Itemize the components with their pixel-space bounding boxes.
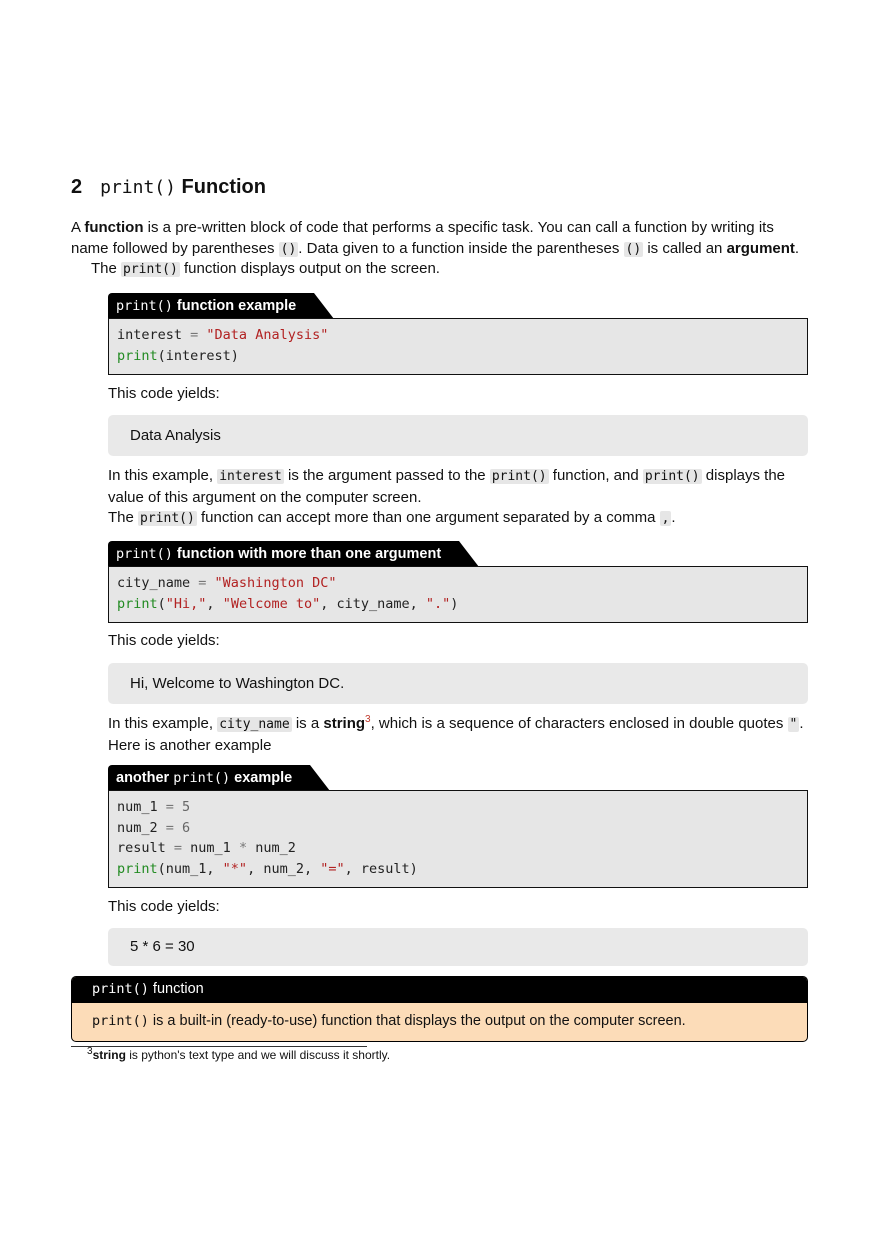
definition-body: print() is a built-in (ready-to-use) function that displays the output on the computer screen.: [92, 1013, 686, 1029]
term-string: string: [323, 715, 366, 732]
footnote: $^3$string is python's text type and we will discuss it shortly.: [87, 1046, 391, 1062]
code-line: interest = "Data Analysis": [117, 327, 329, 343]
output-box: Hi, Welcome to Washington DC.: [108, 663, 808, 704]
inline-code: (): [625, 241, 642, 257]
intro-paragraph-2: The print() function displays output on the screen.: [91, 260, 440, 277]
section-title-code: print(): [100, 177, 176, 198]
example-tab: print() function example: [108, 293, 314, 319]
definition-box: [71, 976, 808, 1042]
yields-label: This code yields:: [108, 385, 220, 402]
example-tab: print() function with more than one argument: [108, 541, 459, 567]
inline-code: print(): [123, 262, 178, 277]
explanation-paragraph: In this example, city_name is a string$^3$, which is a sequence of characters enclosed in double quotes " . Here is another example: [108, 714, 804, 754]
code-block: [108, 566, 808, 623]
section-number: 2: [71, 176, 83, 198]
term-function: function: [84, 219, 144, 236]
code-line: num_1 = 5: [117, 799, 191, 815]
footnote-ref[interactable]: 3: [365, 714, 371, 725]
output-box: 5 * 6 = 30: [108, 928, 808, 966]
section-title-text: Function: [181, 176, 266, 198]
term-argument: argument: [726, 239, 795, 257]
definition-header: print() function: [72, 977, 807, 1003]
yields-label: This code yields:: [108, 898, 220, 915]
output-box: Data Analysis: [108, 415, 808, 456]
footnote-rule: [71, 1046, 367, 1047]
intro-paragraph: A function is a pre-written block of code that performs a specific task. You can call a function by writing its name followed by parentheses () . Data given to a function inside the parentheses () is called an argument.: [71, 219, 800, 257]
section-heading: [71, 176, 266, 199]
code-block: [108, 790, 808, 888]
code-line: num_2 = 6: [117, 819, 191, 836]
explanation-paragraph: In this example, interest is the argument passed to the print() function, and print() displays the value of this argument on the computer screen. The print() function can accept more than one argument separated by a comma , .: [108, 467, 786, 526]
code-line: print(num_1, "*", num_2, "=", result): [117, 860, 418, 877]
code-block: [108, 318, 808, 375]
inline-code: (): [280, 241, 297, 257]
code-line: print(interest): [117, 347, 239, 364]
yields-label: This code yields:: [108, 632, 220, 649]
example-tab: another print() example: [108, 765, 310, 791]
code-line: print("Hi,", "Welcome to", city_name, "."): [117, 595, 459, 612]
code-line: city_name = "Washington DC": [117, 575, 337, 591]
code-line: result = num_1 * num_2: [117, 840, 296, 856]
